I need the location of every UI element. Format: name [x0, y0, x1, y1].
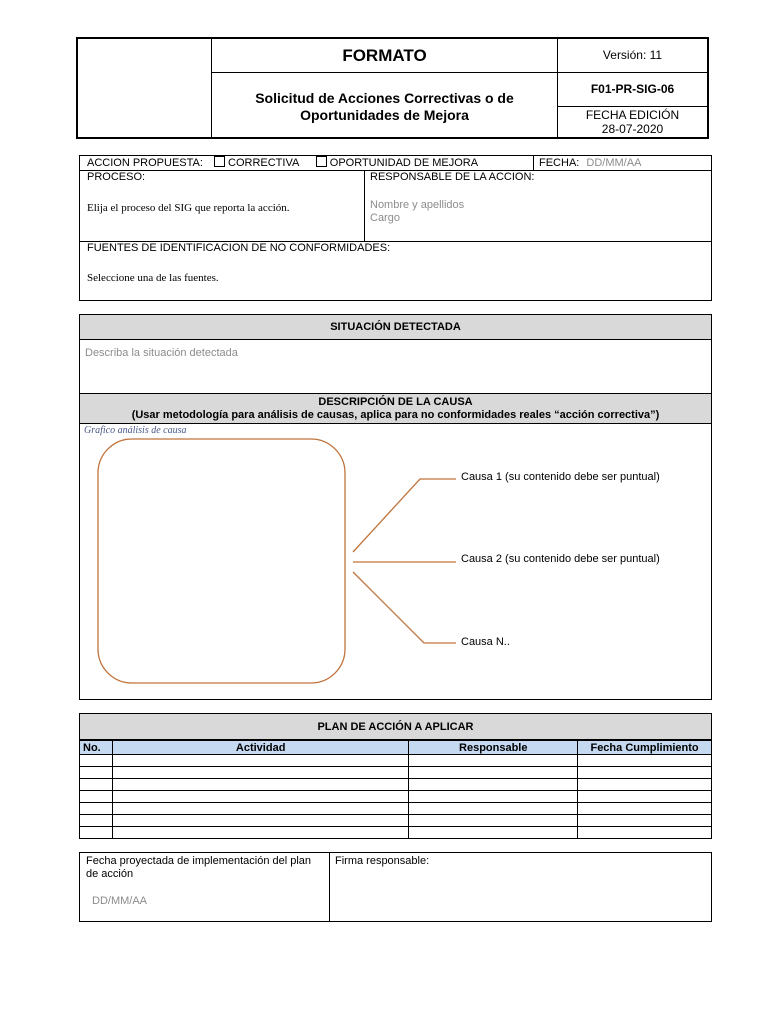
situation-cause-block [79, 314, 712, 700]
date-field[interactable]: DD/MM/AA [586, 157, 642, 169]
cell[interactable] [112, 827, 408, 839]
table-row [80, 791, 712, 803]
responsible-role-field[interactable]: Cargo [370, 212, 400, 224]
edition-date: 28-07-2020 [601, 122, 664, 136]
cell[interactable] [409, 827, 578, 839]
situation-title [80, 315, 711, 340]
process-field[interactable]: Elija el proceso del SIG que reporta la acción. [87, 202, 290, 214]
cell[interactable] [578, 767, 712, 779]
cell[interactable] [112, 779, 408, 791]
logo-area [78, 39, 212, 137]
action-info-block [79, 155, 712, 301]
cause-box [98, 439, 345, 683]
header-subtitle-cell [212, 73, 558, 137]
column-header-responsable: Responsable [409, 741, 578, 755]
cause2-label: Causa 2 (su contenido debe ser puntual) [461, 553, 660, 565]
header-subtitle-line2: Oportunidades de Mejora [300, 107, 469, 123]
option-mejora[interactable] [316, 157, 478, 169]
graphic-label: Grafico análisis de causa [84, 425, 187, 436]
cell[interactable] [80, 755, 113, 767]
cause1-label: Causa 1 (su contenido debe ser puntual) [461, 471, 660, 483]
cell[interactable] [409, 767, 578, 779]
table-row [80, 755, 712, 767]
responsible-name-field[interactable]: Nombre y apellidos [370, 199, 465, 211]
cell[interactable] [112, 767, 408, 779]
cell[interactable] [80, 779, 113, 791]
cell[interactable] [409, 791, 578, 803]
cell[interactable] [112, 791, 408, 803]
cell[interactable] [80, 791, 113, 803]
cause-title [80, 393, 711, 424]
version-cell [558, 39, 707, 73]
table-row [80, 803, 712, 815]
date-cell-divider [533, 156, 534, 171]
situation-title-text: SITUACIÓN DETECTADA [330, 321, 461, 333]
action-label: ACCION PROPUESTA: [87, 157, 203, 169]
cell[interactable] [409, 803, 578, 815]
cell[interactable] [578, 827, 712, 839]
header-title-cell [212, 39, 558, 73]
table-header-row [80, 741, 712, 755]
plan-table [79, 740, 712, 839]
document-code: F01-PR-SIG-06 [590, 82, 675, 96]
cell[interactable] [578, 755, 712, 767]
cell[interactable] [578, 803, 712, 815]
table-row [80, 767, 712, 779]
edition-cell [558, 107, 707, 137]
column-divider [329, 853, 330, 921]
cell[interactable] [80, 827, 113, 839]
edition-label: FECHA EDICIÓN [585, 108, 680, 122]
table-row [80, 815, 712, 827]
column-divider [364, 170, 365, 241]
causeN-connector [353, 572, 456, 643]
cell[interactable] [578, 779, 712, 791]
checkbox-icon[interactable] [316, 156, 327, 167]
plan-title-text: PLAN DE ACCIÓN A APLICAR [317, 721, 474, 733]
column-header-no: No. [80, 741, 113, 755]
sources-field[interactable]: Seleccione una de las fuentes. [87, 272, 219, 284]
cell[interactable] [112, 803, 408, 815]
signature-label: Firma responsable: [335, 855, 430, 867]
plan-block [79, 713, 712, 839]
sources-label: FUENTES DE IDENTIFICACION DE NO CONFORMIDADES: [87, 242, 391, 254]
process-label: PROCESO: [87, 171, 146, 183]
plan-title [80, 714, 711, 740]
cell[interactable] [80, 767, 113, 779]
header-title: FORMATO [342, 46, 427, 65]
option-correctiva[interactable] [214, 157, 299, 169]
document-header [76, 37, 709, 139]
cell[interactable] [409, 755, 578, 767]
table-row [80, 827, 712, 839]
causeN-label: Causa N.. [461, 636, 510, 648]
date-label: FECHA: [539, 157, 580, 169]
option-correctiva-label: CORRECTIVA [228, 157, 299, 169]
cause1-connector [353, 479, 456, 552]
cell[interactable] [409, 815, 578, 827]
code-cell [558, 73, 707, 107]
cell[interactable] [409, 779, 578, 791]
cell[interactable] [578, 791, 712, 803]
footer-block [79, 852, 712, 922]
cause-title-text: DESCRIPCIÓN DE LA CAUSA [318, 396, 473, 408]
cell[interactable] [80, 815, 113, 827]
table-row [80, 779, 712, 791]
version: Versión: 11 [602, 48, 663, 62]
cell[interactable] [80, 803, 113, 815]
implementation-date-label: Fecha proyectada de implementación del plan de acción [86, 855, 312, 880]
cause-subtitle-text: (Usar metodología para análisis de causas, aplica para no conformidades reales “acción correctiva”) [131, 409, 660, 421]
action-date [539, 156, 641, 171]
cell[interactable] [578, 815, 712, 827]
situation-field[interactable]: Describa la situación detectada [85, 347, 238, 359]
header-subtitle-line1: Solicitud de Acciones Correctivas o de [255, 90, 514, 106]
checkbox-icon[interactable] [214, 156, 225, 167]
option-mejora-label: OPORTUNIDAD DE MEJORA [329, 157, 479, 169]
cell[interactable] [112, 755, 408, 767]
implementation-date-field[interactable]: DD/MM/AA [92, 895, 147, 907]
responsible-label: RESPONSABLE DE LA ACCION: [370, 171, 535, 183]
column-header-fecha: Fecha Cumplimiento [578, 741, 712, 755]
cell[interactable] [112, 815, 408, 827]
column-header-actividad: Actividad [112, 741, 408, 755]
